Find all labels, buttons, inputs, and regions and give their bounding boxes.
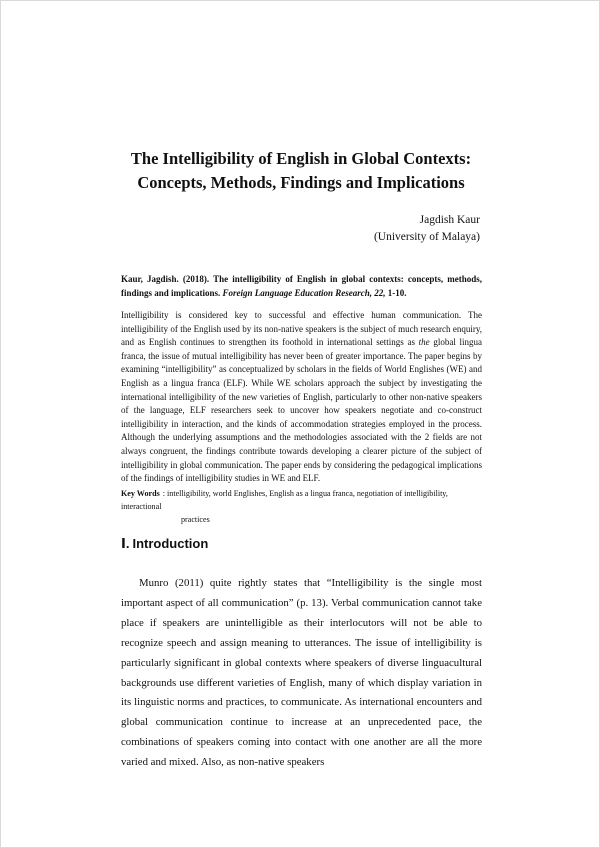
author-name: Jagdish Kaur <box>419 214 480 226</box>
intro-paragraph <box>121 574 482 773</box>
paper-title <box>1 147 600 195</box>
author-block <box>374 212 480 246</box>
keywords <box>121 487 482 526</box>
citation <box>121 273 482 300</box>
citation-text: Kaur, Jagdish. (2018). The intelligibility of English in global contexts: concepts, methods, findings and implications. <box>121 274 482 298</box>
abstract-text-1: Intelligibility is considered key to successful and effective human communication. The intelligibility of the English used by its non-native speakers is the subject of much research enquiry, and as English continues to strengthen its foothold in international settings as <box>121 310 482 348</box>
section-number: Ⅰ. <box>121 536 130 551</box>
title-line-1: The Intelligibility of English in Global Contexts: <box>130 149 472 168</box>
citation-pages: 1-10. <box>385 287 407 298</box>
section-heading <box>121 535 211 553</box>
keywords-label: Key Words <box>121 489 160 498</box>
intro-text: Munro (2011) quite rightly states that “Intelligibility is the single most important aspect of all communication” (p. 13). Verbal communication cannot take place if speakers are unintelligible as their interlocutors will not be able to recognize speech and assign meaning to utterances. The issue of intelligibility is particularly significant in global contexts where speakers of diverse linguacultural backgrounds use different varieties of English, many of which display variation in its linguistic norms and practices, to communicate. As international encounters and global communication continue to increase at an unprecedented pace, the combinations of speakers coming into contact with one another are all the more varied and mixed. Also, as non-native speakers <box>121 577 482 769</box>
author-affiliation: (University of Malaya) <box>373 231 480 243</box>
abstract-text-2: global lingua franca, the issue of mutual intelligibility has never been of greater importance. The paper begins by examining “intelligibility” as conceptualized by scholars in the fields of World Englishes (WE) and English as a lingua franca (ELF). While WE scholars approach the subject by investigating the international intelligibility of the new varieties of English, particularly to other non-native speakers of the language, ELF researchers seek to uncover how speakers negotiate and co-construct intelligibility in interaction, and the kinds of accommodation strategies employed in the process. Although the underlying assumptions and the methodologies associated with the 2 fields are not always congruent, the findings contribute towards developing a clearer picture of the subject of intelligibility in global communication. The paper ends by considering the pedagogical implications of the findings of intelligibility studies in WE and ELF. <box>121 337 482 484</box>
abstract-emphasis: the <box>418 337 430 348</box>
keywords-list: : intelligibility, world Englishes, English as a lingua franca, negotiation of intelligibility, interactional <box>121 489 448 511</box>
section-title: Introduction <box>132 536 209 551</box>
keywords-line-1 <box>121 487 482 513</box>
citation-journal: Foreign Language Education Research, 22, <box>222 287 386 298</box>
title-line-2: Concepts, Methods, Findings and Implications <box>137 173 465 192</box>
keywords-line-2: practices <box>181 515 210 524</box>
abstract <box>121 309 482 486</box>
